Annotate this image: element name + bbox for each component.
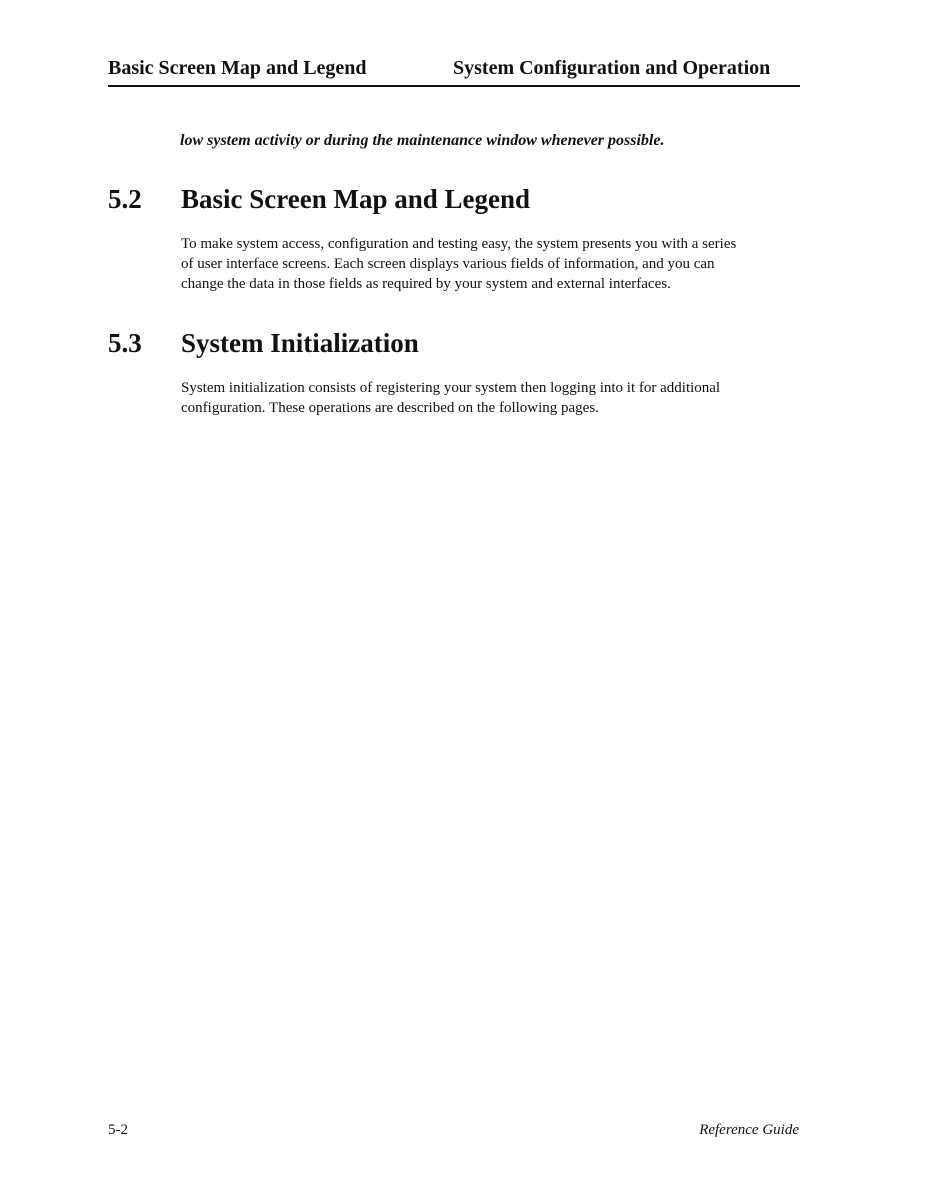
- section-number: 5.2: [108, 184, 142, 214]
- body-line: System initialization consists of registering your system then logging into it for additional: [181, 380, 721, 396]
- section-heading: [108, 184, 808, 220]
- header-section-title: Basic Screen Map and Legend: [108, 57, 367, 79]
- section-body: [181, 378, 801, 418]
- page-number: 5-2: [108, 1122, 128, 1138]
- header-chapter-title: System Configuration and Operation: [453, 57, 771, 79]
- body-line: configuration. These operations are described on the following pages.: [181, 400, 599, 416]
- section-body: [181, 234, 801, 294]
- section-title: Basic Screen Map and Legend: [181, 184, 531, 214]
- document-name: Reference Guide: [699, 1122, 799, 1138]
- body-line: To make system access, configuration and testing easy, the system presents you with a series: [181, 236, 737, 252]
- section-5-3: [108, 328, 808, 418]
- section-title: System Initialization: [181, 328, 419, 358]
- intro-note: low system activity or during the maintenance window whenever possible.: [180, 132, 665, 149]
- body-line: of user interface screens. Each screen displays various fields of information, and you can: [181, 256, 715, 272]
- section-5-2: [108, 184, 808, 294]
- section-heading: [108, 328, 808, 364]
- section-number: 5.3: [108, 328, 142, 358]
- body-line: change the data in those fields as required by your system and external interfaces.: [181, 276, 671, 292]
- page-header: [108, 55, 800, 87]
